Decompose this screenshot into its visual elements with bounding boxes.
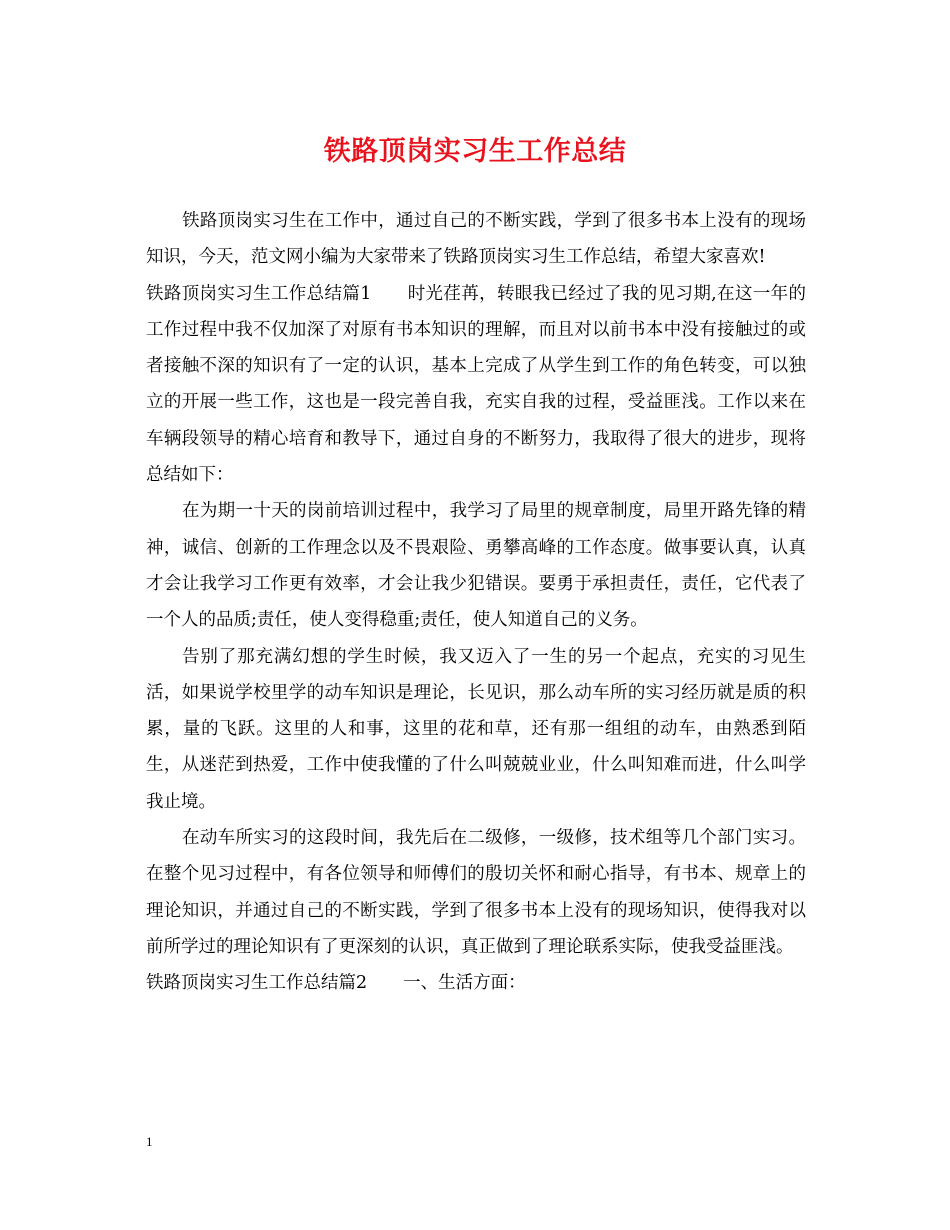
body-paragraph: 告别了那充满幻想的学生时候，我又迈入了一生的另一个起点，充实的习见生活，如果说学校里学的动车知识是理论，长见识，那么动车所的实习经历就是质的积累，量的飞跃。这里的人和事，这里的花和草，还有那一组组的动车，由熟悉到陌生，从迷茫到热爱，工作中使我懂的了什么叫兢兢业业，什么叫知难而进，什么叫学我止境。: [146, 646, 806, 812]
section-2-text: 一、生活方面：: [403, 973, 526, 994]
section-2-paragraph: [146, 965, 806, 1001]
section-1-paragraph: [146, 276, 806, 494]
intro-paragraph: 铁路顶岗实习生在工作中，通过自己的不断实践，学到了很多书本上没有的现场知识，今天，范文网小编为大家带来了铁路顶岗实习生工作总结，希望大家喜欢!: [146, 211, 806, 268]
section-1-text: 时光荏苒，转眼我已经过了我的见习期,在这一年的工作过程中我不仅加深了对原有书本知识的理解，而且对以前书本中没有接触过的或者接触不深的知识有了一定的认识，基本上完成了从学生到工作的角色转变，可以独立的开展一些工作，这也是一段完善自我，充实自我的过程，受益匪浅。工作以来在车辆段领导的精心培育和教导下，通过自身的不断努力，我取得了很大的进步，现将总结如下：: [146, 283, 807, 486]
document-body: [146, 203, 806, 1002]
section-2-heading: 铁路顶岗实习生工作总结篇2: [146, 973, 368, 994]
body-paragraph: 在为期一十天的岗前培训过程中，我学习了局里的规章制度，局里开路先锋的精神，诚信、创新的工作理念以及不畏艰险、勇攀高峰的工作态度。做事要认真，认真才会让我学习工作更有效率，才会让我少犯错误。要勇于承担责任，责任，它代表了一个人的品质;责任，使人变得稳重;责任，使人知道自己的义务。: [146, 501, 806, 631]
body-paragraph: 在动车所实习的这段时间，我先后在二级修，一级修，技术组等几个部门实习。在整个见习过程中，有各位领导和师傅们的殷切关怀和耐心指导，有书本、规章上的理论知识，并通过自己的不断实践，学到了很多书本上没有的现场知识，使得我对以前所学过的理论知识有了更深刻的认识，真正做到了理论联系实际，使我受益匪浅。: [146, 828, 806, 957]
document-title: 铁路顶岗实习生工作总结: [323, 136, 627, 167]
page-number: 1: [146, 1134, 153, 1149]
section-1-heading: 铁路顶岗实习生工作总结篇1: [146, 283, 372, 304]
